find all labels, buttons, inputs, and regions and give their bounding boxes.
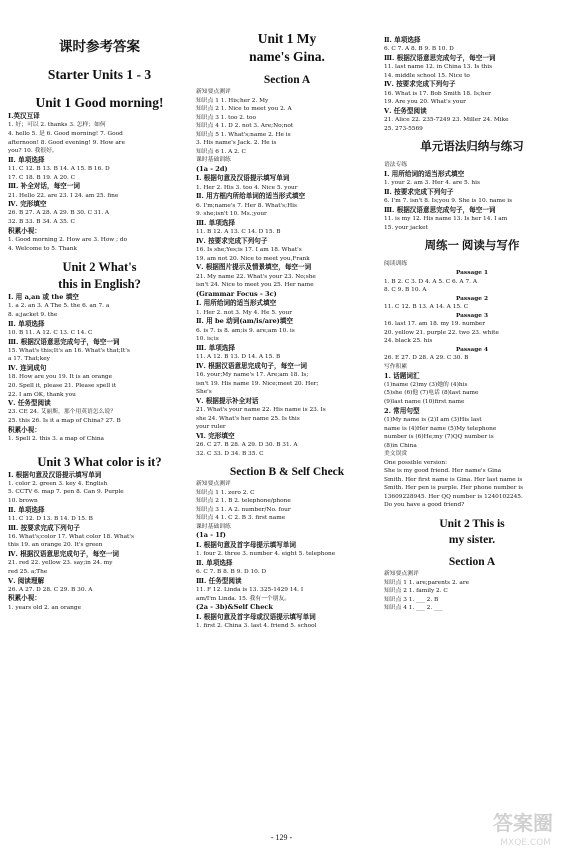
answer-line: 知识点 1 1. are;parents 2. are: [384, 579, 470, 586]
exercise-heading: Ⅲ. 按要求完成下列句子: [8, 523, 80, 532]
exercise-heading: (2a - 3b)&Self Check: [196, 603, 273, 612]
section-heading: Unit 3 What color is it?: [37, 454, 162, 469]
answer-line: 16. your;My name's 17. Are;am 18. Is;: [196, 371, 309, 378]
exercise-heading: Ⅴ. 根据提示补全对话: [196, 396, 259, 405]
section-heading: Section A: [263, 74, 311, 86]
answer-line: 19. am not 20. Nice to meet you,Frank: [196, 255, 310, 262]
answer-line: name is (4)Her name (5)My telephone: [384, 425, 497, 432]
answer-line: 知识点 1 1. zero 2. C: [196, 489, 255, 496]
exercise-heading: Ⅲ. 单项选择: [196, 218, 235, 227]
answer-line: 1. a 2. an 3. A The 5. the 6. an 7. a: [8, 303, 110, 310]
answer-line: afternoon! 8. Good evening! 9. How are: [8, 139, 126, 146]
answer-line: 11. C 12. B 13. A 14. A 15. C: [384, 304, 469, 311]
answer-line: (5)she (6)他 (7)电话 (8)last name: [384, 390, 479, 397]
answer-line: 6. is 7. is 8. am;is 9. are;am 10. is: [196, 327, 295, 334]
exercise-heading: Ⅴ. 任务型阅读: [8, 399, 51, 408]
exercise-heading: Ⅳ. 按要求完成下列句子: [384, 80, 456, 89]
exercise-heading: Ⅳ. 连词成句: [8, 364, 47, 372]
answer-line: 知识点 1 1. His;her 2. My: [196, 97, 269, 104]
exercise-heading: Ⅳ. 根据汉语意思完成句子，每空一词: [196, 361, 307, 370]
answer-line: 11. last name 12. in China 13. Is this: [384, 64, 493, 71]
answer-line: 知识点 5 1. What's;name 2. He is: [196, 131, 291, 138]
spacer: [8, 56, 191, 66]
answer-line: 8. a;jacket 9. the: [8, 312, 58, 318]
answer-line: 10. is;is: [196, 336, 219, 343]
exercise-heading: Ⅱ. 单项选择: [8, 319, 45, 328]
page-number: - 129 -: [270, 833, 293, 842]
answer-line: 15. your jacket: [384, 224, 428, 231]
answer-line: 8. C 9. B 10. A: [384, 287, 427, 294]
answer-line: red 25. a;The: [8, 568, 48, 575]
answer-line: isn't 24. Nice to meet you 25. Her name: [196, 282, 314, 289]
exercise-heading: Ⅰ. 根据句意及汉语提示填写单词: [8, 470, 102, 479]
answer-line: 13609228945. Her QQ number is 1240102245.: [384, 493, 523, 500]
answer-line: 1. 好；可以 2. thanks 3. 怎样；如何: [8, 122, 106, 129]
answer-line: 1. B 2. C 3. D 4. A 5. C 6. A 7. A: [384, 278, 478, 285]
answer-line: 9. she;isn't 10. Ms.;your: [196, 211, 267, 218]
answer-line: your ruler: [196, 424, 226, 431]
spacer: [8, 84, 191, 94]
answer-column-3: [384, 0, 560, 613]
exercise-heading: Ⅱ. 单项选择: [8, 155, 45, 164]
exercise-heading: Ⅳ. 按要求完成下列句子: [196, 236, 268, 245]
spacer: [8, 444, 191, 454]
section-heading: this in English?: [58, 277, 141, 292]
answer-line: a 17. That;key: [8, 356, 50, 363]
answer-line: 6. I'm 7. isn't 8. Is;you 9. She is 10. name is: [384, 198, 513, 205]
answer-line: 知识点 3 1. ___ 2. B: [384, 596, 439, 603]
exercise-heading: Ⅲ. 根据汉语意思完成句子，每空一词: [8, 337, 120, 346]
answer-line: 21. My name 22. What's your 23. No;she: [196, 273, 316, 280]
answer-line: 4. hello 5. 是 6. Good morning! 7. Good: [8, 130, 123, 137]
answer-line: 16. What is 17. Bob Smith 18. Is;her: [384, 90, 491, 97]
answer-line: 1. Good morning 2. How are 3. How ; do: [8, 236, 128, 243]
answer-line: 3. His name's Jack. 2. He is: [196, 140, 277, 147]
exercise-heading: 积累小视：: [8, 594, 41, 603]
answer-line: 知识点 4 1. ___ 2. ___: [384, 605, 443, 612]
section-heading: 单元语法归纳与练习: [420, 141, 524, 154]
answer-line: 1. your 2. am 3. Her 4. are 5. his: [384, 180, 480, 187]
answer-line: 1. Spell 2. this 3. a map of China: [8, 435, 105, 442]
answer-line: 4. Welcome to 5. Thank: [8, 245, 77, 252]
passage-heading: Passage 1: [455, 269, 489, 276]
answer-line: 18. How are you 19. It is an orange: [8, 374, 113, 381]
exercise-heading: Ⅱ. 用 be 动词(am/is/are)填空: [196, 317, 293, 326]
answer-line: you? 10. 我很好。: [8, 148, 58, 155]
answer-line: 21. Hello 22. are 23. I 24. am 25. fine: [8, 192, 119, 199]
answer-line: number is (6)He;my (7)QQ number is: [384, 434, 494, 441]
exercise-heading: Ⅰ. 根据句意及汉语提示填写单词: [196, 174, 290, 183]
answer-line: 24. black 25. his: [384, 338, 433, 345]
answer-line: 11. F 12. Linda is 13. 325-1429 14. I: [196, 587, 304, 594]
answer-line: 5. CCTV 6. map 7. pen 8. Can 9. Purple: [8, 489, 124, 496]
exercise-heading: 积累小视：: [8, 226, 41, 235]
answer-line: 11. C 12. D 13. B 14. D 15. B: [8, 515, 93, 522]
answer-line: (1)My name is (2)I am (3)His last: [384, 416, 482, 423]
answer-line: am/I'm Linda. 15. 我有一个朋友。: [196, 595, 291, 602]
answer-line: 1. Her 2. His 3. too 4. Nice 5. your: [196, 184, 298, 191]
answer-line: 阅读训练: [384, 261, 408, 268]
watermark-logo: 答案圈: [493, 811, 553, 835]
answer-line: 课时基础训练: [196, 523, 231, 530]
section-heading: Starter Units 1 - 3: [47, 67, 152, 82]
answer-line: 26. A 27. D 28. C 29. B 30. A: [8, 586, 93, 593]
section-heading: Unit 2 This is: [439, 517, 505, 530]
answer-line: she 24. What's her name 25. Is this: [196, 415, 300, 422]
exercise-heading: (1a - 1f): [196, 531, 226, 540]
answer-line: 10. B 11. A 12. C 13. C 14. C: [8, 329, 93, 336]
answer-line: 21. red 22. yellow 23. say;in 24. my: [8, 560, 113, 567]
exercise-heading: Ⅰ. 根据句意及首字母或汉语提示填写单词: [196, 612, 316, 621]
exercise-heading: Ⅵ. 完形填空: [196, 431, 235, 440]
section-heading: Unit 1 Good morning!: [35, 95, 164, 110]
answer-line: (9)last name (10)first name: [384, 399, 465, 406]
answer-line: 1. years old 2. an orange: [8, 604, 82, 611]
answer-line: isn't 19. His name 19. Nice;meet 20. Her;: [196, 380, 319, 387]
answer-column-2: [196, 0, 378, 631]
answer-line: 知识点 4 1. C 2. B 3. first name: [196, 515, 286, 522]
section-heading: 课时参考答案: [59, 39, 140, 54]
answer-line: 美文误赏: [384, 451, 408, 458]
answer-line: 25. 273-5569: [384, 125, 423, 132]
answer-line: 25. this 26. Is it a map of China? 27. B: [8, 418, 121, 424]
exercise-heading: Ⅰ. 用所给词的适当形式填空: [384, 170, 465, 178]
section-heading: 周练一 阅读与写作: [424, 240, 520, 253]
watermark-url: MXQE.COM: [500, 838, 551, 848]
answer-line: this 19. an orange 20. It's green: [8, 542, 103, 549]
answer-line: 10. brown: [8, 498, 38, 504]
answer-line: She's: [196, 389, 212, 396]
answer-line: 15. What's this;It's an 16. What's that;It's: [8, 347, 130, 354]
answer-line: 新知要点测评: [196, 89, 231, 95]
answer-line: 11. C 12. B 13. B 14. A 15. B 16. D: [8, 166, 110, 172]
exercise-heading: Ⅴ. 根据图片提示及情景填空，每空一词: [196, 263, 312, 272]
exercise-heading: 1. 话题词汇: [384, 371, 420, 380]
exercise-heading: Ⅲ. 补全对话，每空一词: [8, 182, 80, 191]
answer-line: 20. Spell it, please 21. Please spell it: [8, 382, 117, 389]
exercise-heading: 2. 常用句型: [384, 406, 420, 415]
answer-line: 22. I am OK, thank you: [8, 391, 76, 398]
answer-line: 26. C 27. B 28. A 29. D 30. B 31. A: [196, 442, 298, 449]
answer-line: 1. color 2. green 3. key 4. English: [8, 480, 108, 487]
passage-heading: Passage 2: [455, 295, 489, 302]
answer-line: 课时基础训练: [196, 157, 231, 164]
answer-line: 新知要点测评: [196, 481, 231, 488]
answer-line: 19. Are you 20. What's your: [384, 99, 466, 106]
exercise-heading: Ⅴ. 任务型阅读: [384, 106, 427, 115]
exercise-heading: Ⅲ. 根据汉语意思完成句子，每空一词: [384, 53, 496, 62]
answer-line: One possible version:: [384, 459, 448, 466]
answer-line: 知识点 2 1. B 2. telephone/phone: [196, 498, 291, 505]
passage-heading: Passage 4: [455, 346, 489, 353]
exercise-heading: Ⅲ. 根据汉语意思完成句子，每空一词: [384, 205, 496, 214]
answer-line: 11. B 12. A 13. C 14. D 15. B: [196, 229, 281, 236]
answer-line: 知识点 6 1. A 2. C: [196, 148, 246, 155]
answer-line: 20. yellow 21. purple 22. two 23. white: [384, 329, 499, 336]
exercise-heading: Ⅰ.英汉互译: [8, 112, 40, 120]
exercise-heading: Ⅴ. 阅读理解: [8, 576, 45, 585]
answer-line: Smith. Her pen is purple. Her phone number is: [384, 485, 524, 492]
answer-line: 11. is my 12. His name 13. Is her 14. I am: [384, 216, 508, 223]
answer-line: 14. middle school 15. Nice to: [384, 72, 470, 79]
answer-line: 21. Alice 22. 235-7249 23. Miller 24. Mike: [384, 117, 509, 124]
answer-line: 17. C 18. B 19. A 20. C: [8, 174, 76, 181]
exercise-heading: Ⅰ. 用所给词的适当形式填空: [196, 299, 277, 308]
answer-line: 新知要点测评: [384, 570, 419, 577]
answer-line: Smith. Her first name is Gina. Her last name is: [384, 476, 523, 483]
exercise-heading: Ⅳ. 完形填空: [8, 200, 47, 209]
answer-line: 26. B 27. A 28. A 29. B 30. C 31. A: [8, 210, 110, 217]
answer-line: (1)name (2)my (3)她的 (4)his: [384, 381, 468, 388]
answer-line: 知识点 4 1. D 2. not 3. Are;No;not: [196, 123, 294, 130]
answer-line: 32. B 33. B 34. A 35. C: [8, 219, 75, 225]
exercise-heading: (Grammar Focus - 3c): [196, 289, 277, 298]
answer-line: 23. CE 24. 艾丽斯，那个用英语怎么说？: [8, 409, 116, 416]
answer-line: 21. What's your name 22. His name is 23. Is: [196, 407, 326, 413]
answer-line: 写作积累: [384, 363, 408, 370]
section-heading: Unit 1 My: [257, 31, 317, 46]
answer-line: 知识点 2 1. Nice to meet you 2. A: [196, 106, 292, 113]
answer-line: She is my good friend. Her name's Gina: [384, 468, 502, 475]
exercise-heading: Ⅰ. 根据句意及首字母提示填写单词: [196, 540, 296, 549]
answer-line: 1. first 2. China 3. last 4. friend 5. school: [196, 623, 317, 630]
exercise-heading: Ⅰ. 用 a,an 或 the 填空: [8, 293, 79, 302]
exercise-heading: Ⅳ. 根据汉语意思完成句子，每空一词: [8, 550, 119, 558]
section-heading: Unit 2 What's: [62, 260, 137, 275]
answer-line: 知识点 2 1. family 2. C: [384, 588, 448, 595]
exercise-heading: Ⅱ. 用方框内所给单词的适当形式填空: [196, 192, 306, 201]
exercise-heading: (1a - 2d): [196, 164, 228, 173]
exercise-heading: Ⅱ. 按要求完成下列句子: [384, 187, 454, 196]
exercise-heading: Ⅲ. 任务型阅读: [196, 576, 242, 585]
answer-column-1: [8, 0, 191, 612]
answer-line: 11. A 12. B 13. D 14. A 15. B: [196, 354, 281, 360]
answer-line: 6. I'm;name's 7. Her 8. What's;His: [196, 202, 297, 209]
passage-heading: Passage 3: [455, 312, 489, 319]
answer-line: 6. C 7. B 8. B 9. D 10. D: [196, 569, 267, 576]
answer-line: 知识点 3 1. A 2. number/No. four: [196, 506, 291, 513]
section-heading: Section B & Self Check: [229, 466, 345, 479]
section-heading: name's Gina.: [249, 49, 325, 64]
exercise-heading: Ⅱ. 单项选择: [384, 36, 421, 44]
section-heading: my sister.: [448, 533, 496, 546]
answer-line: 32. C 33. D 34. B 35. C: [196, 450, 264, 457]
exercise-heading: Ⅱ. 单项选择: [196, 558, 233, 567]
exercise-heading: Ⅲ. 单项选择: [196, 343, 235, 352]
section-heading: Section A: [448, 555, 496, 568]
exercise-heading: 积累小视：: [8, 425, 41, 434]
answer-line: 16. What's;color 17. What color 18. What's: [8, 533, 134, 540]
answer-line: 16. Is she;Yes;is 17. I am 18. What's: [196, 247, 302, 254]
answer-line: 6. C 7. A 8. B 9. B 10. D: [384, 46, 454, 53]
answer-line: 1. Her 2. not 3. My 4. He 5. your: [196, 309, 293, 316]
answer-line: 16. last 17. am 18. my 19. number: [384, 321, 485, 328]
answer-line: Do you have a good friend?: [384, 502, 465, 509]
answer-line: 语法专练: [384, 162, 408, 169]
answer-line: 知识点 3 1. too 2. too: [196, 114, 256, 121]
answer-line: (8)in China: [384, 442, 417, 449]
answer-line: 1. four 2. three 3. number 4. eight 5. telephone: [196, 551, 336, 558]
answer-line: 26. E 27. D 28. A 29. C 30. B: [384, 355, 469, 362]
exercise-heading: Ⅱ. 单项选择: [8, 505, 45, 514]
